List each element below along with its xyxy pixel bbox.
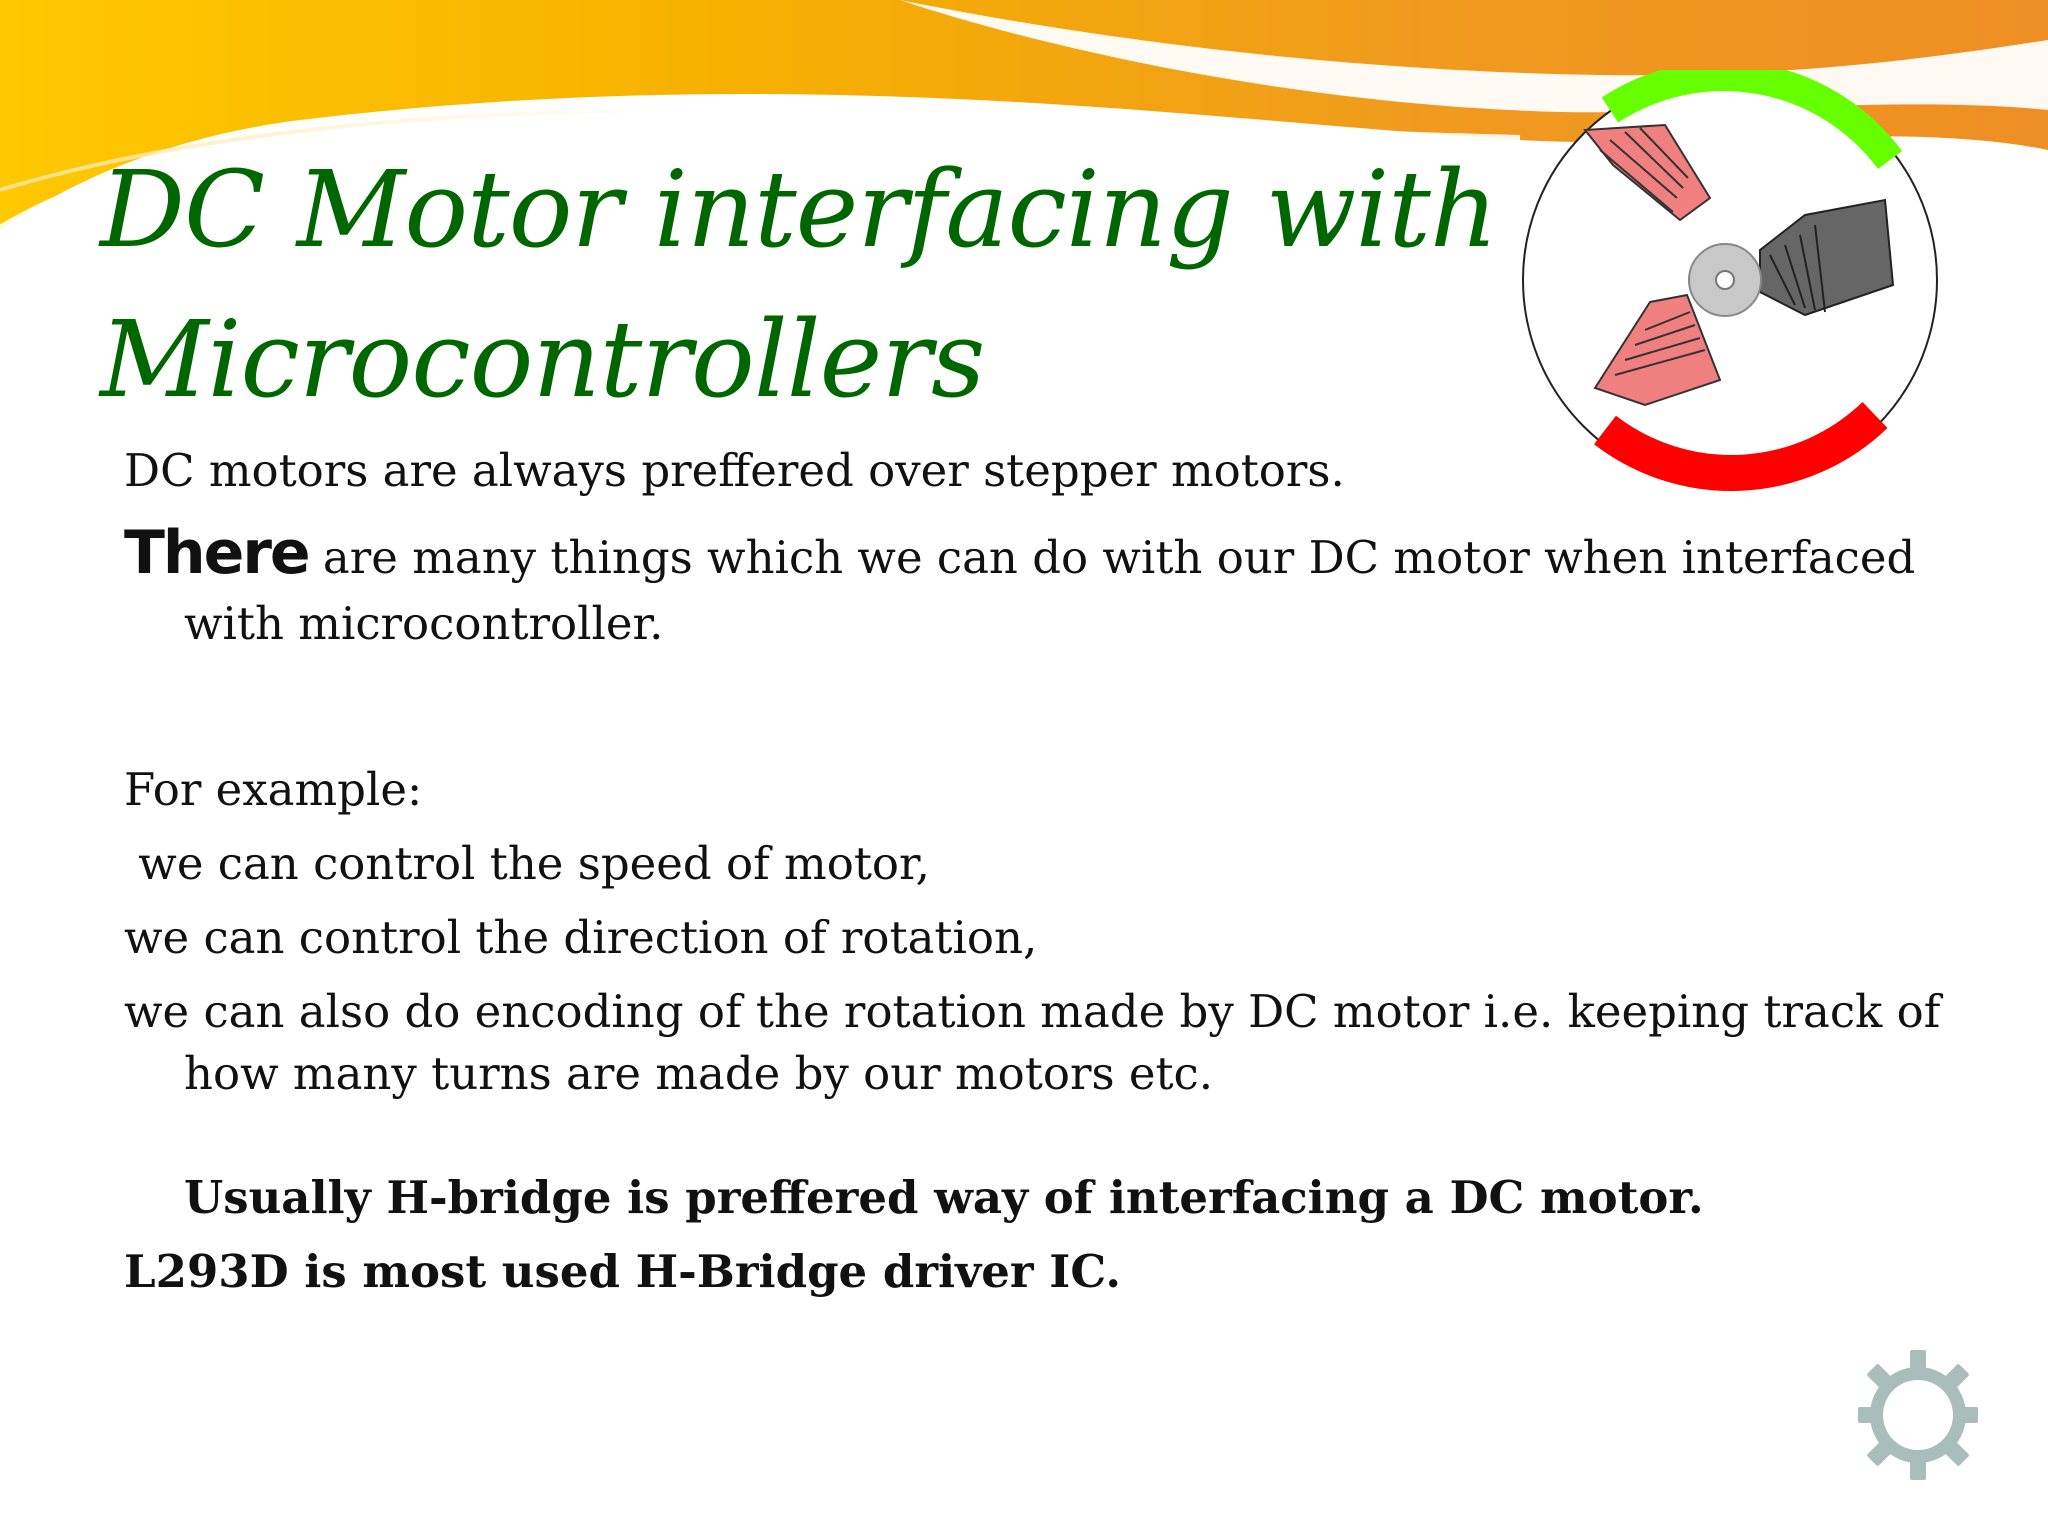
para-dc-preferred: DC motors are always preffered over stepper motors. — [124, 444, 1345, 497]
note-l293d: L293D is most used H-Bridge driver IC. — [124, 1245, 1122, 1298]
example-encoding: we can also do encoding of the rotation made by DC motor i.e. keeping track of how many turns are made by our motors etc. — [124, 985, 1941, 1100]
gear-icon — [1858, 1346, 1978, 1484]
para-rest: are many things which we can do with our DC motor when interfaced with microcontroller. — [184, 531, 1916, 650]
title-line-1: DC Motor interfacing with — [100, 148, 1498, 271]
example-speed: we can control the speed of motor, — [124, 837, 930, 890]
para-lead-word: There — [124, 518, 309, 588]
note-hbridge: Usually H-bridge is preffered way of interfacing a DC motor. — [184, 1171, 1704, 1224]
example-heading: For example: — [124, 763, 423, 816]
slide-body — [124, 440, 1941, 1303]
dc-motor-diagram — [1505, 70, 1965, 500]
example-direction: we can control the direction of rotation, — [124, 911, 1038, 964]
title-line-2: Microcontrollers — [100, 298, 985, 421]
para-many-things — [124, 520, 1984, 657]
slide-title — [100, 135, 1520, 435]
